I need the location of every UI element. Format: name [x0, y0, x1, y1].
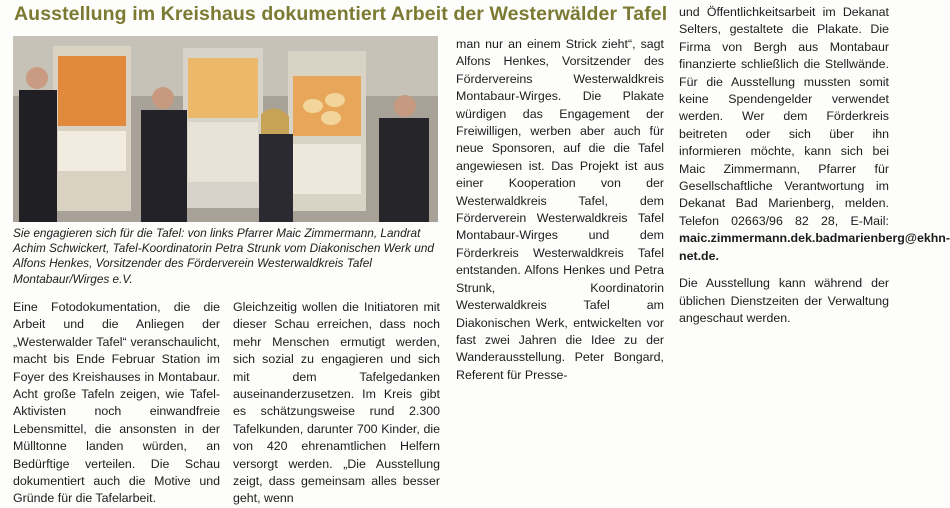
contact-email[interactable]: maic.zimmermann.dek.badmarienberg@ekhn-net.de. [679, 231, 950, 263]
article-column-4 [679, 4, 950, 327]
contact-text: und Öffentlichkeitsarbeit im Dekanat Selters, gestaltete die Plakate. Die Firma von Bergh aus Montabaur finanzierte schließlich die Stellwände. Für die Ausstellung mussten somit keine Spendengelder verwendet werden. Wer dem Förderkreis beitreten oder sich über ihn informieren möchte, kann sich bei Maic Zimmermann, Pfarrer für Gesellschaftliche Verantwortung im Dekanat Bad Marienberg, melden. Telefon 02663/96 82 28, E-Mail: [679, 5, 889, 228]
article-column-1: Eine Fotodokumentation, die die Arbeit und die Anliegen der „Westerwalder Tafel“ veranschaulicht, macht bis Ende Februar Station im Foyer des Kreishauses in Montabaur. Acht große Tafeln zeigen, wie Tafel-Aktivisten noch einwandfreie Lebensmittel, die ansonsten in der Mülltonne landen würden, an Bedürftige verteilen. Die Schau dokumentiert auch die Motive und Gründe für die Tafelarbeit. [13, 300, 220, 506]
article-headline: Ausstellung im Kreishaus dokumentiert Arbeit der Westerwälder Tafel [14, 3, 668, 25]
article-column-2: Gleichzeitig wollen die Initiatoren mit dieser Schau erreichen, dass noch mehr Menschen ermutigt werden, sich sozial zu engagieren und sich mit dem Tafelgedanken auseinanderzusetzen. Im Kreis gibt es schätzungsweise rund 2.300 Tafelkunden, darunter 700 Kinder, die von 420 ehrenamtlichen Helfern versorgt werden. „Die Ausstellung zeigt, dass gemeinsam alles besser geht, wenn [233, 300, 440, 506]
article-column-3: man nur an einem Strick zieht“, sagt Alfons Henkes, Vorsitzender des Fördervereins Westerwaldkreis Montabaur-Wirges. Die Plakate würdigen das Engagement der Freiwilligen, werben aber auch für neue Sponsoren, auf die die Tafel angewiesen ist. Das Projekt ist aus einer Kooperation von der Westerwaldkreis Tafel, dem Förderverein Westerwaldkreis Tafel Montabaur-Wirges und dem Förderkreis Westerwaldkreis Tafel entstanden. Alfons Henkes und Petra Strunk, Koordinatorin Westerwaldkreis Tafel am Diakonischen Werk, entwickelten vor fast zwei Jahren die Idee zu der Wanderausstellung. Peter Bongard, Referent für Presse- [456, 37, 664, 382]
contact-paragraph [679, 4, 950, 265]
article-photo [13, 36, 438, 222]
paragraph-gap [679, 265, 889, 275]
closing-paragraph: Die Ausstellung kann während der üblichen Dienstzeiten der Verwaltung angeschaut werden. [679, 276, 889, 325]
photo-caption: Sie engagieren sich für die Tafel: von links Pfarrer Maic Zimmermann, Landrat Achim Schwickert, Tafel-Koordinatorin Petra Strunk vom Diakonischen Werk und Alfons Henkes, Vorsitzender des Förderverein Westerwaldkreis Tafel Montabaur/Wirges e.V. [13, 226, 434, 286]
